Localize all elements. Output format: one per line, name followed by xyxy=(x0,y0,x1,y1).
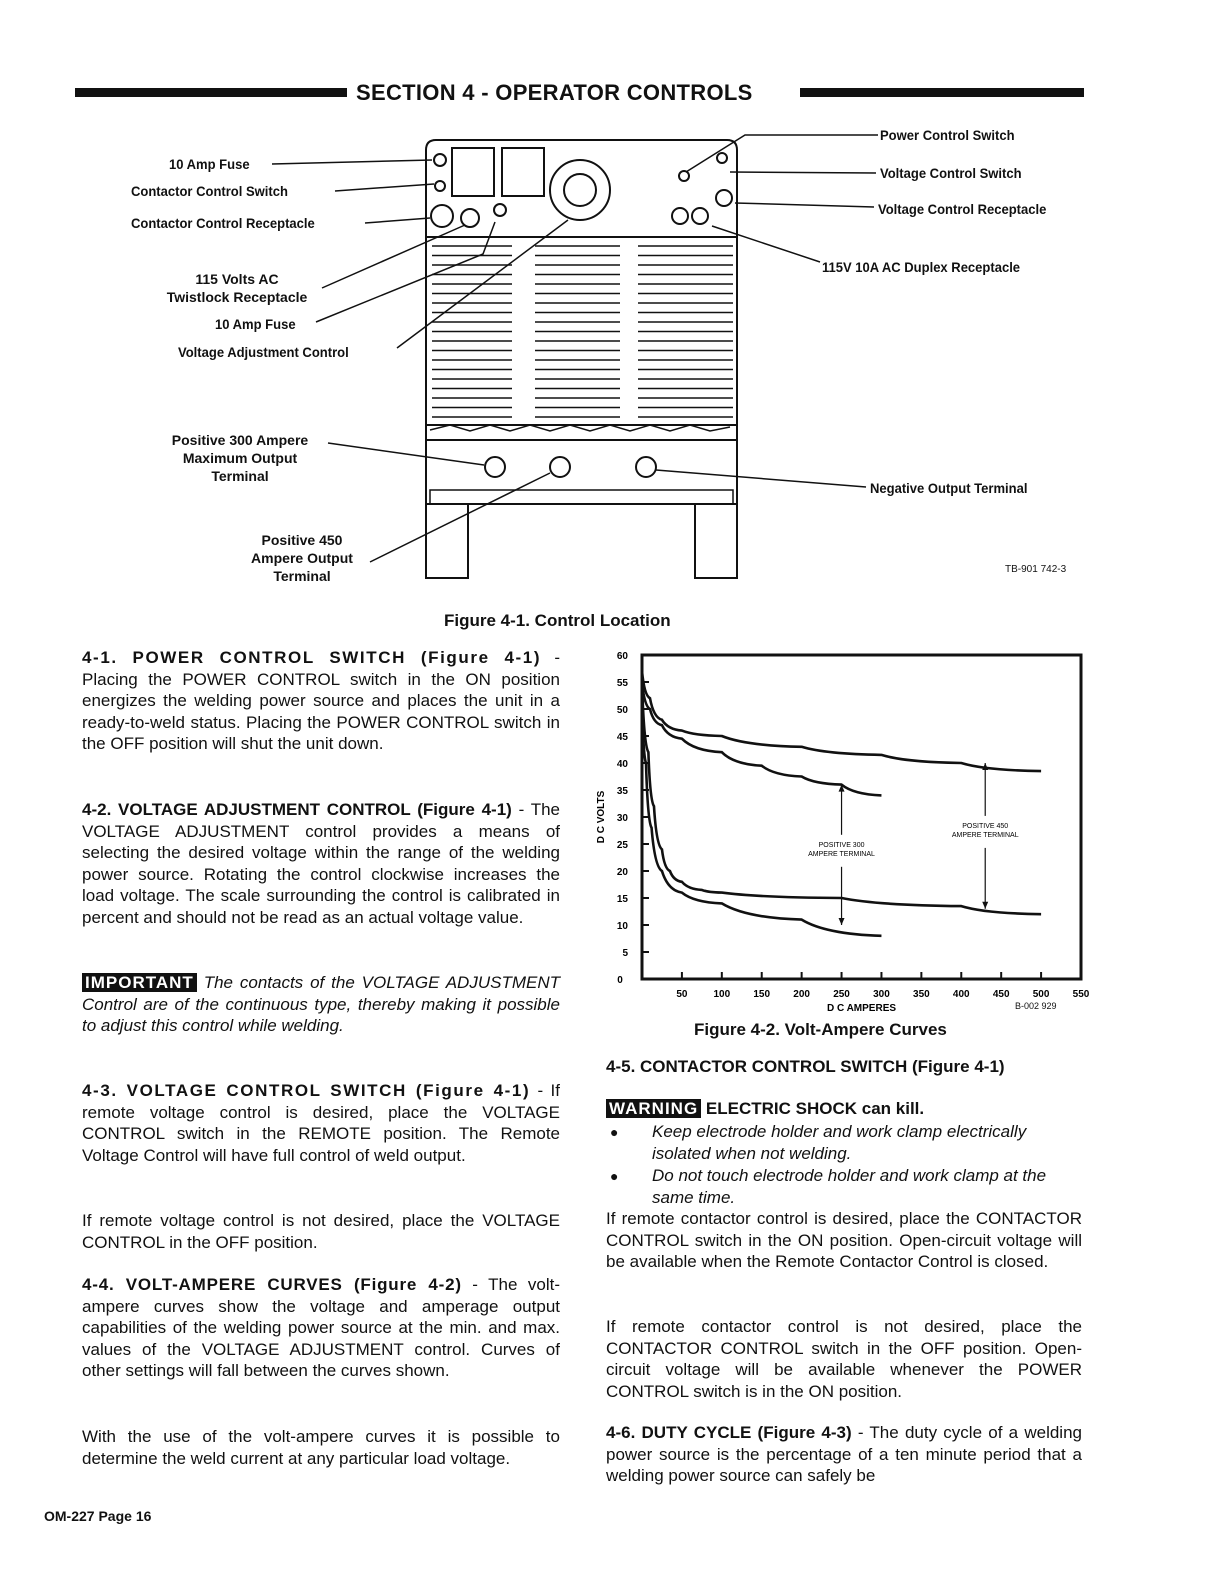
y-tick-label: 45 xyxy=(616,732,628,743)
x-tick-label: 250 xyxy=(833,989,850,1000)
section-4-6 xyxy=(606,1422,1082,1487)
section-4-2 xyxy=(82,799,560,929)
figure-4-1-caption: Figure 4-1. Control Location xyxy=(444,611,671,630)
label-twistlock-receptacle xyxy=(137,270,337,306)
annotation-label: POSITIVE 300 xyxy=(818,841,865,849)
section-heading: 4-3. VOLTAGE CONTROL SWITCH (Figure 4-1) xyxy=(82,1081,531,1100)
plot-frame xyxy=(642,655,1081,979)
y-tick-label: 25 xyxy=(616,840,628,851)
x-tick-label: 500 xyxy=(1032,989,1050,1000)
x-tick-label: 450 xyxy=(992,989,1010,1000)
bullet-icon: ● xyxy=(610,1168,619,1184)
label-positive-450-terminal xyxy=(222,531,382,585)
label-line: Positive 300 Ampere xyxy=(171,432,309,448)
label-voltage-control-receptacle: Voltage Control Receptacle xyxy=(878,201,1047,217)
figure-4-2-caption: Figure 4-2. Volt-Ampere Curves xyxy=(694,1020,947,1039)
y-axis-label: D C VOLTS xyxy=(596,790,607,844)
section-heading: 4-4. VOLT-AMPERE CURVES (Figure 4-2) xyxy=(82,1275,462,1294)
y-tick-label: 35 xyxy=(616,786,628,797)
label-negative-output-terminal: Negative Output Terminal xyxy=(870,480,1028,496)
label-line: Terminal xyxy=(273,568,331,584)
note-body: The contacts of the VOLTAGE ADJUSTMENT Control are of the continuous type, thereby making it possible to adjust this control while welding. xyxy=(82,973,560,1036)
label-line: Positive 450 xyxy=(261,532,343,548)
warning-badge: WARNING xyxy=(606,1099,701,1118)
x-tick-label: 100 xyxy=(713,989,731,1000)
page-footer: OM-227 Page 16 xyxy=(44,1508,152,1524)
paragraph: If remote voltage control is not desired, place the VOLTAGE CONTROL in the OFF position. xyxy=(82,1211,560,1252)
warning-text: ELECTRIC SHOCK can kill. xyxy=(705,1099,925,1118)
bullet-icon: ● xyxy=(610,1124,619,1140)
section-body: - The duty cycle of a welding power source is the percentage of a ten minute period that a welding power source can safely be xyxy=(606,1423,1082,1486)
important-note xyxy=(82,972,560,1037)
y-tick-label: 10 xyxy=(616,921,628,932)
label-contactor-control-receptacle: Contactor Control Receptacle xyxy=(131,215,315,231)
label-line: 115 Volts AC xyxy=(195,271,279,287)
label-contactor-control-switch: Contactor Control Switch xyxy=(131,183,288,199)
important-badge: IMPORTANT xyxy=(82,973,197,992)
section-body: - Placing the POWER CONTROL switch in the ON position energizes the welding power source and places the unit in a ready-to-weld status. Placing the POWER CONTROL switch in the OFF position will shut the unit down. xyxy=(82,648,560,754)
label-voltage-control-switch: Voltage Control Switch xyxy=(880,165,1022,181)
section-body: - The volt-ampere curves show the voltage and amperage output capabilities of the welding power source at the min. and max. values of the VOLTAGE ADJUSTMENT control. Curves of other settings will fall between the curves shown. xyxy=(82,1275,560,1381)
volt-ampere-chart xyxy=(590,635,1090,1015)
paragraph: If remote contactor control is not desired, place the CONTACTOR CONTROL switch in the OFF position. Open-circuit voltage will be available whenever the POWER CONTROL switch is in the ON position. xyxy=(606,1317,1082,1401)
label-line: Terminal xyxy=(211,468,269,484)
y-tick-label: 60 xyxy=(616,651,628,662)
label-voltage-adjustment-control: Voltage Adjustment Control xyxy=(178,344,349,360)
y-tick-label: 40 xyxy=(616,759,628,770)
y-tick-label: 5 xyxy=(622,948,628,959)
section-heading: 4-2. VOLTAGE ADJUSTMENT CONTROL (Figure 4-1) xyxy=(82,800,512,819)
section-heading: 4-6. DUTY CYCLE (Figure 4-3) xyxy=(606,1423,852,1442)
section-title: SECTION 4 - OPERATOR CONTROLS xyxy=(356,80,753,105)
section-4-4 xyxy=(82,1274,560,1382)
warning-line xyxy=(606,1099,924,1119)
annotation-label: AMPERE TERMINAL xyxy=(951,831,1019,839)
x-tick-label: 350 xyxy=(913,989,930,1000)
curve-series-3 xyxy=(642,698,881,936)
chart-ref: B-002 929 xyxy=(1015,1001,1057,1011)
y-tick-label: 55 xyxy=(616,678,628,689)
y-tick-label: 30 xyxy=(616,813,628,824)
curve-series-1 xyxy=(642,682,881,795)
x-tick-label: 0 xyxy=(617,975,623,986)
curve-series-0 xyxy=(642,671,1041,771)
section-body: - The VOLTAGE ADJUSTMENT control provides a means of selecting the desired voltage within the range of the welding power source. Rotating the control clockwise increases the load voltage. The scale surrounding the control is calibrated in percent and should not be read as an actual voltage value. xyxy=(82,800,561,927)
label-power-control-switch: Power Control Switch xyxy=(880,127,1015,143)
y-tick-label: 50 xyxy=(616,705,628,716)
warning-bullet: Keep electrode holder and work clamp electrically isolated when not welding. xyxy=(652,1122,1027,1163)
label-positive-300-terminal xyxy=(140,431,340,485)
y-tick-label: 20 xyxy=(616,867,628,878)
paragraph: If remote contactor control is desired, place the CONTACTOR CONTROL switch in the ON position. Open-circuit voltage will be available when the Remote Contactor Control is closed. xyxy=(606,1209,1082,1272)
x-tick-label: 200 xyxy=(793,989,810,1000)
warning-bullet: Do not touch electrode holder and work clamp at the same time. xyxy=(652,1166,1047,1207)
figure-ref: TB-901 742-3 xyxy=(1005,564,1067,575)
section-body: - If remote voltage control is desired, place the VOLTAGE CONTROL switch in the REMOTE position. The Remote Voltage Control will have full control of weld output. xyxy=(82,1081,560,1165)
section-heading: 4-1. POWER CONTROL SWITCH (Figure 4-1) xyxy=(82,648,542,667)
section-4-1 xyxy=(82,647,560,755)
x-axis-label: D C AMPERES xyxy=(826,1003,897,1014)
label-duplex-receptacle: 115V 10A AC Duplex Receptacle xyxy=(822,259,1021,275)
label-10-amp-fuse-bottom: 10 Amp Fuse xyxy=(215,316,296,332)
label-line: Twistlock Receptacle xyxy=(166,289,308,305)
x-tick-label: 550 xyxy=(1072,989,1090,1000)
annotation-label: POSITIVE 450 xyxy=(962,822,1009,830)
x-tick-label: 150 xyxy=(753,989,771,1000)
x-tick-label: 50 xyxy=(676,989,688,1000)
paragraph: With the use of the volt-ampere curves it is possible to determine the weld current at any particular load voltage. xyxy=(82,1427,560,1468)
section-4-5-heading: 4-5. CONTACTOR CONTROL SWITCH (Figure 4-1) xyxy=(606,1057,1005,1076)
label-10-amp-fuse-top: 10 Amp Fuse xyxy=(169,156,250,172)
annotation-label: AMPERE TERMINAL xyxy=(808,850,875,858)
label-line: Ampere Output xyxy=(251,550,353,566)
label-line: Maximum Output xyxy=(182,450,298,466)
x-tick-label: 400 xyxy=(952,989,970,1000)
section-4-3 xyxy=(82,1080,560,1166)
y-tick-label: 15 xyxy=(616,894,628,905)
x-tick-label: 300 xyxy=(873,989,890,1000)
